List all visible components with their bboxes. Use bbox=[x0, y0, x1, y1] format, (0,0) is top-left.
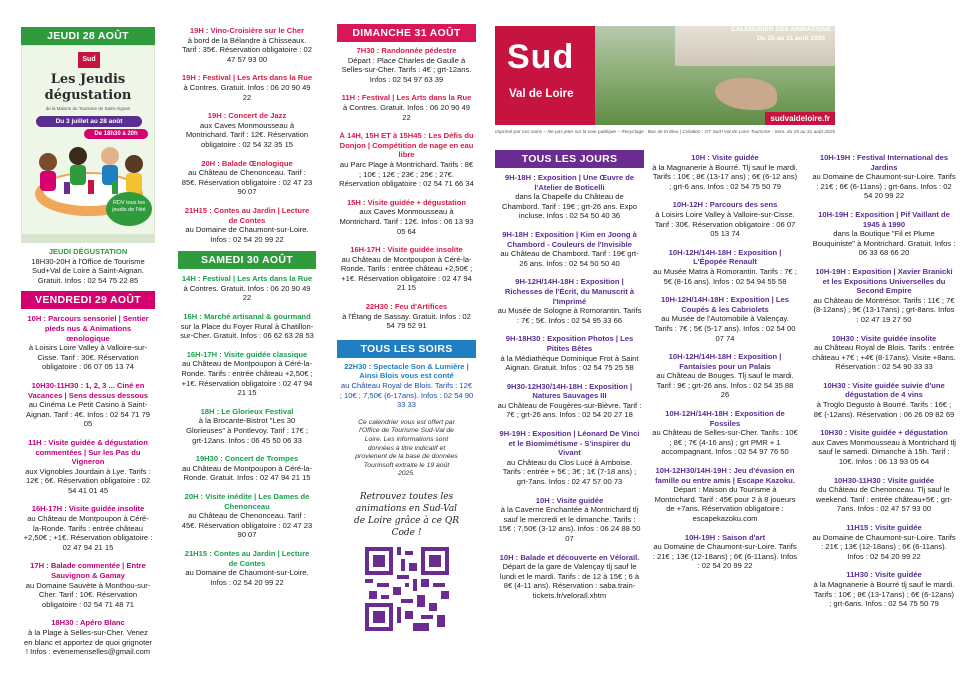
event-item bbox=[495, 429, 644, 487]
event-details: à la Plage à Selles-sur-Cher. Venez en blanc et apportez de quoi grignoter ! Infos : evenemenselles@gmail.com bbox=[24, 628, 152, 657]
event-title: 14H : Festival | Les Arts dans la Rue bbox=[181, 274, 313, 284]
event-details: Départ : Maison du Tourisme à Montrichard. Tarif : 45€ pour 2 à 8 joueurs de +7ans. Réservation obligatoire : escapekazoku.com bbox=[654, 485, 796, 523]
event-item bbox=[21, 314, 155, 372]
event-title: 10H-12H30/14H-19H : Jeu d'évasion en famille ou entre amis | Escape Kazoku. bbox=[655, 466, 795, 485]
event-details: à Contres. Gratuit. Infos : 06 20 90 49 22 bbox=[183, 283, 311, 303]
event-details: dans la Boutique "Fil et Plume Bouquiniste" à Montrichard. Gratuit. Infos : 06 33 68 66 20 bbox=[812, 229, 956, 258]
event-title: 11H : Festival | Les Arts dans la Rue bbox=[341, 93, 472, 103]
event-details: aux Caves Monmousseau à Montrichard. Tarif : 12€. Réservation obligatoire : 02 54 32 35 15 bbox=[185, 120, 309, 149]
event-item bbox=[21, 504, 155, 552]
header-thursday: JEUDI 28 AOÛT bbox=[21, 27, 155, 45]
poster-hours: De 18h30 à 20h bbox=[84, 129, 148, 139]
imprint-line: Imprimé par nos soins – Ne pas jeter sur la voie publique – Recyclage : Bac de tri bleu | Création : OT Sud+Val de Loire Tourisme - Sem. du 25 au 31 août 2025 bbox=[495, 130, 835, 135]
event-item bbox=[810, 153, 958, 201]
event-details: à la Brocante-Bistrot "Les 30 Glorieuses" à Pontlevoy. Tarif : 17€ ; grt-12ans. Infos : 06 45 50 06 33 bbox=[186, 416, 308, 445]
event-details: à Contres. Gratuit. Infos : 06 20 90 49 22 bbox=[183, 82, 311, 102]
event-details: à l'Étang de Sassay. Gratuit. Infos : 02 54 79 52 91 bbox=[342, 311, 471, 331]
event-details: au Château de Montpoupon à Céré-la-Ronde. Tarifs : entrée château +2,50€ ; +1€. Réservation obligatoire : 02 47 94 21 15 bbox=[340, 254, 473, 293]
event-item bbox=[495, 553, 644, 601]
event-item bbox=[178, 26, 316, 64]
event-item bbox=[810, 523, 958, 561]
event-title: 10H-12H/14H-18H : Exposition | Fantaisies pour un Palais bbox=[668, 352, 782, 371]
banner-cal-dates: Du 25 au 31 août 2025 bbox=[757, 35, 825, 42]
column-5 bbox=[650, 0, 800, 680]
event-title: 20H : Visite inédite | Les Dames de Chenonceau bbox=[184, 491, 310, 511]
event-details: au Château du Clos Lucé à Amboise. Tarifs : entrée + 5€ ; 3€ ; 1€ (7-18 ans) ; grt-7ans. Infos : 02 47 57 00 73 bbox=[502, 457, 637, 487]
event-item bbox=[810, 476, 958, 514]
event-item bbox=[650, 533, 800, 571]
event-item bbox=[650, 352, 800, 400]
event-details: à la Caverne Enchantée à Montrichard tlj sauf le mercredi et le dimanche. Tarifs : 15€ ; 7,50€ (3-12 ans). Infos : 06 24 88 50 07 bbox=[498, 505, 641, 543]
event-details: aux Caves Monmousseau à Montrichard tlj sauf le samedi. Dimanche à 15h. Tarif : 10€. Infos : 06 13 93 05 64 bbox=[812, 437, 956, 467]
banner-logo-main: Sud bbox=[507, 38, 575, 76]
event-title: 16H-17H : Visite guidée classique bbox=[186, 349, 308, 359]
event-line: Sud+Val de Loire à Saint-Aignan. bbox=[32, 266, 144, 276]
event-item bbox=[21, 438, 155, 496]
event-title: 9H-18H30 : Exposition Photos | Les Pitites Bêtes bbox=[505, 334, 634, 353]
event-title: 9H-12H/14H-18H : Exposition | Richesses de l'Écrit, du Manuscrit à l'Imprimé bbox=[504, 277, 635, 306]
jeudi-degustation-event bbox=[21, 247, 155, 285]
event-details: du Château de Chenonceau. Tlj sauf le weekend. Tarif : entrée château+5€ ; grt-7ans. Infos : 02 47 57 93 00 bbox=[815, 485, 953, 514]
event-title: 10H-19H : Exposition | Xavier Branicki et les Expositions Universelles du Second Empire bbox=[815, 266, 953, 296]
event-title: 10H : Parcours sensoriel | Sentier pieds nus & Animations œnologique bbox=[27, 314, 149, 343]
event-title: 7H30 : Randonnée pédestre bbox=[356, 46, 457, 55]
header-saturday: SAMEDI 30 AOÛT bbox=[178, 251, 316, 269]
event-title: 10H30-11H30 : 1, 2, 3 ... Ciné en Vacances | Sens dessus dessous bbox=[27, 380, 149, 400]
event-item bbox=[650, 409, 800, 457]
event-item bbox=[178, 206, 316, 244]
event-item bbox=[337, 362, 476, 410]
event-title: 10H-12H/14H-18H : Exposition | Les Coupés & les Cabriolets bbox=[661, 295, 789, 314]
banner-cal-title: CALENDRIER DES ANIMATIONS bbox=[730, 26, 831, 33]
header-friday: VENDREDI 29 AOÛT bbox=[21, 291, 155, 309]
poster-subtitle: de la Maison du Tourisme de Saint-Aignan bbox=[45, 106, 131, 111]
event-title: 10H-19H : Saison d'art bbox=[684, 532, 766, 542]
event-item bbox=[495, 496, 644, 544]
event-item bbox=[337, 245, 476, 293]
header-sunday: DIMANCHE 31 AOÛT bbox=[337, 24, 476, 42]
poster-logo: Sud bbox=[78, 52, 100, 68]
event-details: au Château de Montpoupon à Céré-la-Ronde. Tarifs : entrée château +2,50€ ; +1€. Réservation obligatoire : 02 47 94 21 15 bbox=[181, 359, 313, 398]
header-daily: TOUS LES JOURS bbox=[495, 150, 644, 168]
event-item bbox=[337, 198, 476, 236]
event-title: 21H15 : Contes au Jardin | Lecture de Contes bbox=[184, 205, 310, 225]
event-item bbox=[178, 111, 316, 149]
event-item bbox=[650, 200, 800, 238]
event-details: au Domaine de Chaumont-sur-Loire. Tarifs : 21€ ; 6€ (6-11ans) ; grt-6ans. Infos : 02 54 20 99 22 bbox=[812, 172, 956, 201]
event-title: 10H30 : Visite guidée insolite bbox=[831, 333, 937, 343]
event-details: sur la Place du Foyer Rural à Chatillon-sur-Cher. Gratuit. Infos : 06 62 63 28 53 bbox=[180, 321, 314, 341]
event-details: au Château Royal de Blois. Tarifs : entrée château +7€ ; +4€ (8-17ans). Visite +8ans. Réservation : 02 54 90 33 33 bbox=[812, 343, 956, 372]
column-1 bbox=[21, 0, 155, 680]
event-details: dans la Chapelle du Château de Chambord. Tarif : 19€ ; grt-26 ans. Expo incluse. Infos : 02 54 50 40 36 bbox=[502, 192, 637, 221]
event-details: au Château de Montrésor. Tarifs : 11€ ; 7€ (8-12ans) ; 9€ (13-17ans) ; grt-8ans. Infos : 02 47 19 27 50 bbox=[813, 295, 955, 324]
event-details: au Musée de l'Automobile à Valençay. Tarifs : 7€ ; 5€ (5-17 ans). Infos : 02 54 00 07 74 bbox=[654, 314, 796, 343]
event-item bbox=[495, 334, 644, 372]
event-details: au Domaine Sauvète à Monthou-sur-Cher. Tarif : 10€. Réservation obligatoire : 02 54 71 48 71 bbox=[25, 580, 151, 609]
event-details: aux Caves Monmousseau à Montrichard. Tarif : 12€. Infos : 06 13 93 05 64 bbox=[339, 207, 474, 236]
event-details: à Troglo Degusto à Bourré. Tarifs : 16€ ; 8€ (-12ans). Réservation : 06 26 09 82 69 bbox=[813, 400, 955, 419]
event-item bbox=[495, 173, 644, 221]
event-item bbox=[337, 93, 476, 122]
event-item bbox=[337, 131, 476, 189]
event-title: 10H-19H : Festival International des Jardins bbox=[819, 153, 949, 172]
event-details: au Château de Selles-sur-Cher. Tarifs : 10€ ; 8€ ; 7€ (4-16 ans) ; grt PMR + 1 accompagnant. Infos : 02 54 97 76 50 bbox=[652, 428, 798, 457]
event-details: au Château de Fougères-sur-Bièvre. Tarif : 7€ ; grt-26 ans. Infos : 02 54 20 27 18 bbox=[497, 400, 642, 420]
event-details: à Loisirs Loire Valley à Valloire-sur-Cisse. Tarif : 30€. Réservation obligatoire : 06 07 05 13 74 bbox=[28, 343, 148, 372]
event-item bbox=[178, 454, 316, 483]
poster-title-line2: dégustation bbox=[44, 88, 132, 103]
event-title: 11H30 : Visite guidée bbox=[846, 570, 922, 580]
event-title: 19H : Vino-Croisière sur le Cher bbox=[189, 26, 305, 35]
event-title: 10H-12H/14H-18H : Exposition de Fossiles bbox=[665, 409, 785, 428]
column-3 bbox=[337, 0, 476, 680]
event-item bbox=[178, 73, 316, 102]
event-item bbox=[810, 334, 958, 372]
event-item bbox=[810, 381, 958, 419]
event-details: au Château de Chenonceau. Tarif : 45€. Réservation obligatoire : 02 47 23 90 07 bbox=[181, 511, 313, 540]
event-title: 19H : Concert de Jazz bbox=[207, 111, 287, 121]
event-details: au Domaine de Chaumont-sur-Loire. Tarifs : 21€ ; 13€ (12-18ans) ; 6€ (6-11ans). Infos : 02 54 20 99 22 bbox=[652, 542, 798, 571]
event-details: aux Vignobles Jourdain à Lye. Tarifs : 12€ ; 6€. Réservation obligatoire : 02 54 41 01 45 bbox=[25, 466, 151, 495]
event-details: à la Magnanerie à Bourré. Tlj sauf le mardi. Tarifs : 10€ ; 8€ (13-17 ans) ; 6€ (6-12 ans) ; grt-6 ans. Infos : 02 54 75 50 79 bbox=[652, 162, 798, 191]
event-item bbox=[178, 274, 316, 303]
event-details: au Château de Chenonceau. Tarif : 85€. Réservation obligatoire : 02 47 23 90 07 bbox=[181, 168, 313, 197]
event-item bbox=[650, 295, 800, 343]
event-item bbox=[650, 153, 800, 191]
column-2 bbox=[178, 0, 316, 680]
event-details: au Château de Chambord. Tarif : 19€ grt-26 ans. Infos : 02 54 50 50 40 bbox=[500, 249, 639, 268]
poster-footer-strip bbox=[22, 234, 154, 242]
event-title: 11H15 : Visite guidée bbox=[846, 523, 922, 532]
event-details: Départ : Place Charles de Gaulle à Selles-sur-Cher. Tarifs : 4€ ; grt-12ans. Infos : 02 54 97 63 39 bbox=[341, 55, 472, 84]
event-item bbox=[178, 312, 316, 341]
event-title: 11H : Visite guidée & dégustation commentées | Sur les Pas du Vigneron bbox=[28, 437, 148, 467]
event-item bbox=[650, 248, 800, 286]
event-item bbox=[337, 46, 476, 84]
event-title: 10H-19H : Exposition | Pif Vaillant de 1945 à 1990 bbox=[818, 209, 950, 229]
event-item bbox=[21, 618, 155, 656]
event-title: 15H : Visite guidée + dégustation bbox=[346, 197, 467, 207]
event-line: Gratuit. Infos : 02 54 75 22 85 bbox=[37, 275, 139, 285]
event-details: à Contres. Gratuit. Infos : 06 20 90 49 22 bbox=[342, 102, 471, 122]
event-item bbox=[178, 350, 316, 398]
event-details: au Domaine de Chaumont-sur-Loire. Infos : 02 54 20 99 22 bbox=[185, 568, 309, 587]
event-details: Départ de la gare de Valençay tlj sauf le lundi et le mardi. Tarifs : de 12 à 15€ ; 6 à 8€ (4-11 ans). Réservation : saba.train-tickets.fr/veloraïl.xhtm bbox=[499, 562, 640, 600]
event-title: 18H30 : Apéro Blanc bbox=[51, 618, 125, 628]
event-item bbox=[810, 570, 958, 608]
header-evenings: TOUS LES SOIRS bbox=[337, 340, 476, 358]
event-line: 18H30-20H à l'Office de Tourisme bbox=[31, 256, 145, 266]
event-title: 9H-18H : Exposition | Une Œuvre de l'Atelier de Boticelli bbox=[504, 173, 635, 192]
event-title: 10H-12H/14H-18H : Exposition | L'Épopée Renault bbox=[668, 247, 782, 267]
event-title: 10H-12H : Parcours des sens bbox=[672, 200, 778, 210]
poster-title-line1: Les Jeudis bbox=[50, 72, 126, 87]
event-details: à Loisirs Loire Valley à Valloire-sur-Cisse. Tarif : 30€. Réservation obligatoire : 06 07 05 13 74 bbox=[654, 209, 796, 239]
event-details: au Château de Montpoupon à Céré-la-Ronde. Tarifs : entrée château +2,50€ ; +1€. Réservation obligatoire : 02 47 94 21 15 bbox=[23, 514, 153, 552]
event-title: 9H-19H : Exposition | Léonard De Vinci et le Biomimétisme - S'inspirer du Vivant bbox=[499, 429, 640, 458]
event-item bbox=[495, 382, 644, 420]
qr-code[interactable] bbox=[365, 547, 449, 631]
event-details: au Domaine de Chaumont-sur-Loire. Tarifs : 21€ ; 13€ (12-18ans) ; 6€ (6-11ans). Infos : 02 54 20 99 22 bbox=[812, 532, 956, 561]
event-title: 10H : Balade et découverte en Véloraïl. bbox=[499, 552, 640, 562]
event-title: 9H-18H : Exposition | Kim en Joong à Chambord - Couleurs de l'Invisible bbox=[502, 229, 637, 249]
event-title: 10H30-11H30 : Visite guidée bbox=[833, 475, 935, 485]
event-title: 16H : Marché artisanal & gourmand bbox=[183, 312, 311, 322]
event-details: au Musée de Sologne à Romorantin. Tarifs : 7€ ; 5€. Infos : 02 54 95 33 66 bbox=[497, 306, 642, 325]
event-title: 22H30 : Feu d'Artifices bbox=[365, 302, 448, 312]
event-title: À 14H, 15H ET à 15H45 : Les Défis du Donjon | Compétition de nage en eau libre bbox=[339, 131, 474, 160]
event-title: 19H30 : Concert de Trompes bbox=[195, 454, 299, 464]
column-6 bbox=[810, 0, 958, 680]
event-item bbox=[178, 492, 316, 540]
event-title: 10H : Visite guidée bbox=[691, 153, 759, 162]
event-title: 20H : Balade Œnologique bbox=[201, 158, 293, 168]
poster-badge: RDV tous les jeudis de l'été bbox=[106, 192, 152, 226]
event-item bbox=[337, 302, 476, 331]
event-item bbox=[21, 561, 155, 609]
event-item bbox=[810, 210, 958, 258]
event-title: 10H30 : Visite guidée + dégustation bbox=[820, 428, 948, 438]
event-details: à la Médiathèque Dominique Frot à Saint Aignan. Gratuit. Infos : 02 54 75 25 58 bbox=[500, 353, 639, 373]
event-item bbox=[178, 159, 316, 197]
event-item bbox=[495, 230, 644, 268]
qr-caption: Retrouvez toutes les animations en Sud-Val de Loire grâce à ce QR Code ! bbox=[354, 491, 459, 538]
event-item bbox=[810, 267, 958, 325]
event-title: 19H : Festival | Les Arts dans la Rue bbox=[181, 73, 313, 83]
event-details: au Parc Plage à Montrichard. Tarifs : 8€ ; 10€ ; 12€ ; 23€ ; 25€ ; 27€. Réservation obligatoire : 02 54 71 66 34 bbox=[339, 159, 474, 189]
event-details: au Château de Montpoupon à Céré-la-Ronde. Gratuit. Infos : 02 47 94 21 15 bbox=[181, 463, 313, 483]
banner-logo-sub: Val de Loire bbox=[509, 88, 574, 100]
event-title: 16H-17H : Visite guidée insolite bbox=[350, 245, 463, 255]
event-item bbox=[495, 277, 644, 325]
event-item bbox=[178, 549, 316, 587]
event-title: 18H : Le Glorieux Festival bbox=[200, 406, 294, 416]
event-title: 17H : Balade commentée | Entre Sauvignon & Gamay bbox=[30, 561, 146, 581]
event-title: 21H15 : Contes au Jardin | Lecture de Contes bbox=[184, 548, 310, 568]
event-details: au Château Royal de Blois. Tarifs : 12€ ; 10€ ; 7,50€ (6-17ans). Infos : 02 54 90 33 33 bbox=[339, 381, 474, 410]
event-details: à bord de la Bélandre à Chisseaux. Tarif : 35€. Réservation obligatoire : 02 47 57 93 00 bbox=[181, 35, 312, 64]
event-details: au Musée Matra à Romorantin. Tarifs : 7€ ; 5€ (8-16 ans). Infos : 02 54 94 55 58 bbox=[653, 266, 797, 286]
event-item bbox=[810, 428, 958, 466]
poster-dates: Du 3 juillet au 28 août bbox=[36, 116, 142, 127]
column-4 bbox=[495, 0, 644, 680]
event-title: 10H : Visite guidée bbox=[535, 495, 604, 505]
event-title: JEUDI DÉGUSTATION bbox=[48, 247, 128, 256]
event-item bbox=[21, 381, 155, 429]
event-item bbox=[650, 466, 800, 524]
event-title: 22H30 : Spectacle Son & Lumière | Ainsi Blois vous est conté bbox=[344, 361, 469, 381]
event-title: 10H30 : Visite guidée suivie d'une dégustation de 4 vins bbox=[823, 380, 945, 400]
event-title: 16H-17H : Visite guidée insolite bbox=[31, 504, 145, 514]
event-details: au Cinéma Le Petit Casino à Saint-Aignan. Tarif : 4€. Infos : 02 54 71 79 05 bbox=[26, 400, 150, 429]
banner-site-url[interactable]: sudvaldeloire.fr bbox=[765, 112, 835, 125]
event-item bbox=[178, 407, 316, 445]
disclaimer: Ce calendrier vous est offert par l'Office de Tourisme Sud-Val de Loire. Les informations sont données à titre indicatif et provienent de la base de données Tourinsoft extraite le 19 août 2025. bbox=[355, 418, 458, 478]
event-details: à la Magnanerie à Bourré tlj sauf le mardi. Tarifs : 10€ ; 8€ (13-17ans) ; 6€ (6-12ans) ; grt-6ans. Infos : 02 54 75 50 79 bbox=[813, 579, 955, 609]
event-details: au Domaine de Chaumont-sur-Loire. Infos : 02 54 20 99 22 bbox=[185, 225, 309, 244]
jeudis-degustation-poster bbox=[21, 45, 155, 243]
event-title: 9H30-12H30/14H-18H : Exposition | Natures Sauvages III bbox=[506, 381, 633, 401]
event-details: au Château de Bouges. Tlj sauf le mardi. Tarif : 9€ ; grt-26 ans. Infos : 02 54 35 88 26 bbox=[656, 371, 794, 400]
